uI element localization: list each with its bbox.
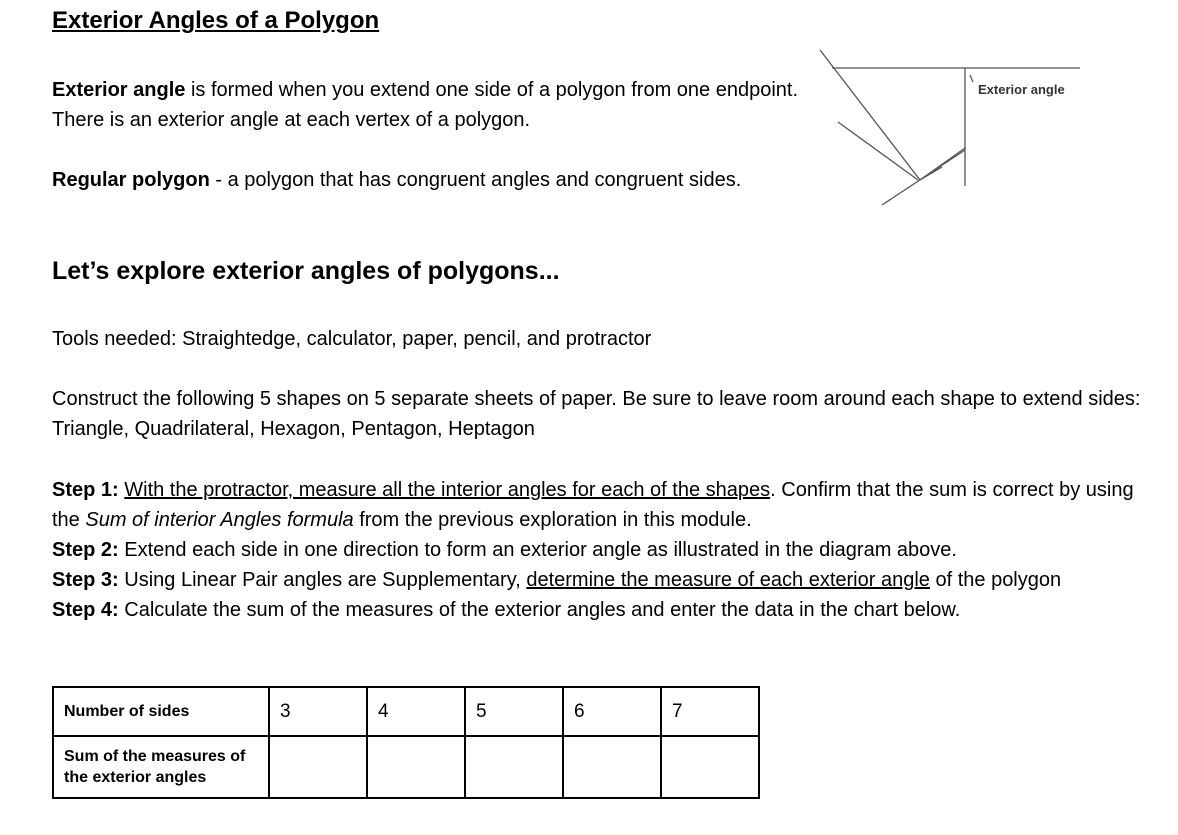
sides-cell: 5	[465, 687, 563, 736]
sides-cell: 3	[269, 687, 367, 736]
regular-polygon-term: Regular polygon	[52, 169, 210, 191]
step-3-underlined: determine the measure of each exterior angle	[526, 569, 930, 591]
sum-entry-cell[interactable]	[563, 736, 661, 798]
sum-entry-cell[interactable]	[661, 736, 759, 798]
regular-polygon-definition	[52, 165, 792, 195]
sum-of-exterior-angles-header: Sum of the measures of the exterior angles	[53, 736, 269, 798]
step-4	[52, 595, 1162, 625]
step-1	[52, 475, 1162, 535]
exterior-angle-diagram	[780, 40, 1080, 215]
sides-cell: 7	[661, 687, 759, 736]
step-3	[52, 565, 1162, 595]
diagram-left-extension	[838, 122, 918, 180]
section-heading: Let’s explore exterior angles of polygons...	[52, 257, 560, 285]
diagram-label: Exterior angle	[978, 82, 1065, 97]
construct-instructions: Construct the following 5 shapes on 5 separate sheets of paper. Be sure to leave room around each shape to extend sides: Triangle, Quadrilateral, Hexagon, Pentagon, Heptagon	[52, 388, 1141, 440]
exterior-angle-definition	[52, 75, 812, 135]
page-title: Exterior Angles of a Polygon	[52, 7, 380, 34]
regular-polygon-text: - a polygon that has congruent angles and congruent sides.	[215, 169, 742, 191]
diagram-angle-pointer	[970, 75, 973, 82]
step-1-label: Step 1:	[52, 479, 119, 501]
number-of-sides-header: Number of sides	[53, 687, 269, 736]
sides-cell: 4	[367, 687, 465, 736]
table-row-sides	[53, 687, 759, 736]
sides-cell: 6	[563, 687, 661, 736]
tools-needed: Tools needed: Straightedge, calculator, paper, pencil, and protractor	[52, 328, 652, 350]
exterior-angle-sums-table	[52, 686, 760, 799]
step-1-end: from the previous exploration in this module.	[359, 509, 752, 531]
sum-entry-cell[interactable]	[367, 736, 465, 798]
exterior-angle-term: Exterior angle	[52, 79, 186, 101]
exterior-angle-text: is formed when you extend one side of a polygon from one endpoint. There is an exterior angle at each vertex of a polygon.	[52, 79, 799, 131]
step-3-end: of the polygon	[935, 569, 1062, 591]
step-3-label: Step 3:	[52, 569, 119, 591]
diagram-extended-side	[820, 50, 920, 180]
step-1-formula: Sum of interior Angles formula	[85, 509, 354, 531]
step-4-text: Calculate the sum of the measures of the exterior angles and enter the data in the chart below.	[124, 599, 961, 621]
sum-entry-cell[interactable]	[269, 736, 367, 798]
step-1-rest: . Confirm that the sum is correct by using the	[52, 479, 1134, 531]
sum-entry-cell[interactable]	[465, 736, 563, 798]
table-row-sums	[53, 736, 759, 798]
step-3-pre: Using Linear Pair angles are Supplementary,	[124, 569, 521, 591]
steps-list	[52, 475, 1162, 625]
step-2-text: Extend each side in one direction to form an exterior angle as illustrated in the diagram above.	[124, 539, 957, 561]
step-4-label: Step 4:	[52, 599, 119, 621]
step-2-label: Step 2:	[52, 539, 119, 561]
step-1-underlined: With the protractor, measure all the interior angles for each of the shapes	[124, 479, 771, 501]
step-2	[52, 535, 1162, 565]
